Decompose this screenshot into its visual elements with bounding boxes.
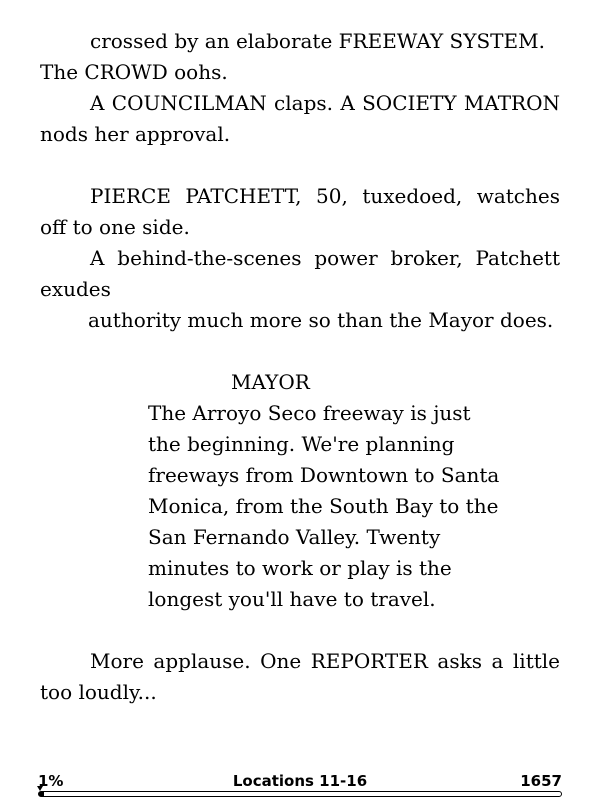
progress-percent: 1%: [38, 772, 64, 790]
reading-page: [40, 26, 560, 708]
dialogue-line: minutes to work or play is the: [148, 556, 452, 580]
action-line: crossed by an elaborate FREEWAY SYSTEM.: [90, 29, 545, 53]
action-line: The CROWD oohs.: [40, 60, 228, 84]
total-locations: 1657: [520, 772, 562, 790]
dialogue-line: The Arroyo Seco freeway is just: [148, 401, 471, 425]
progress-fill: [39, 792, 44, 796]
dialogue-line: longest you'll have to travel.: [148, 587, 436, 611]
dialogue-block: [40, 398, 560, 615]
action-paragraph: PIERCE PATCHETT, 50, tuxedoed, watches off to one side.: [40, 184, 560, 239]
action-paragraph: A COUNCILMAN claps. A SOCIETY MATRON nods her approval.: [40, 91, 560, 146]
action-paragraph: More applause. One REPORTER asks a little too loudly...: [40, 649, 560, 704]
dialogue-line: freeways from Downtown to Santa: [148, 463, 500, 487]
location-range: Locations 11-16: [232, 772, 368, 790]
progress-bar[interactable]: [38, 791, 562, 797]
dialogue-line: Monica, from the South Bay to the: [148, 494, 499, 518]
dialogue-line: the beginning. We're planning: [148, 432, 455, 456]
spacer: [40, 150, 560, 181]
spacer: [40, 615, 560, 646]
action-paragraph: A behind-the-scenes power broker, Patchett exudes: [40, 246, 560, 301]
character-name: MAYOR: [231, 370, 310, 394]
dialogue-line: San Fernando Valley. Twenty: [148, 525, 441, 549]
spacer: [40, 336, 560, 367]
action-line: authority much more so than the Mayor does.: [88, 308, 554, 332]
reading-footer: [38, 771, 562, 791]
